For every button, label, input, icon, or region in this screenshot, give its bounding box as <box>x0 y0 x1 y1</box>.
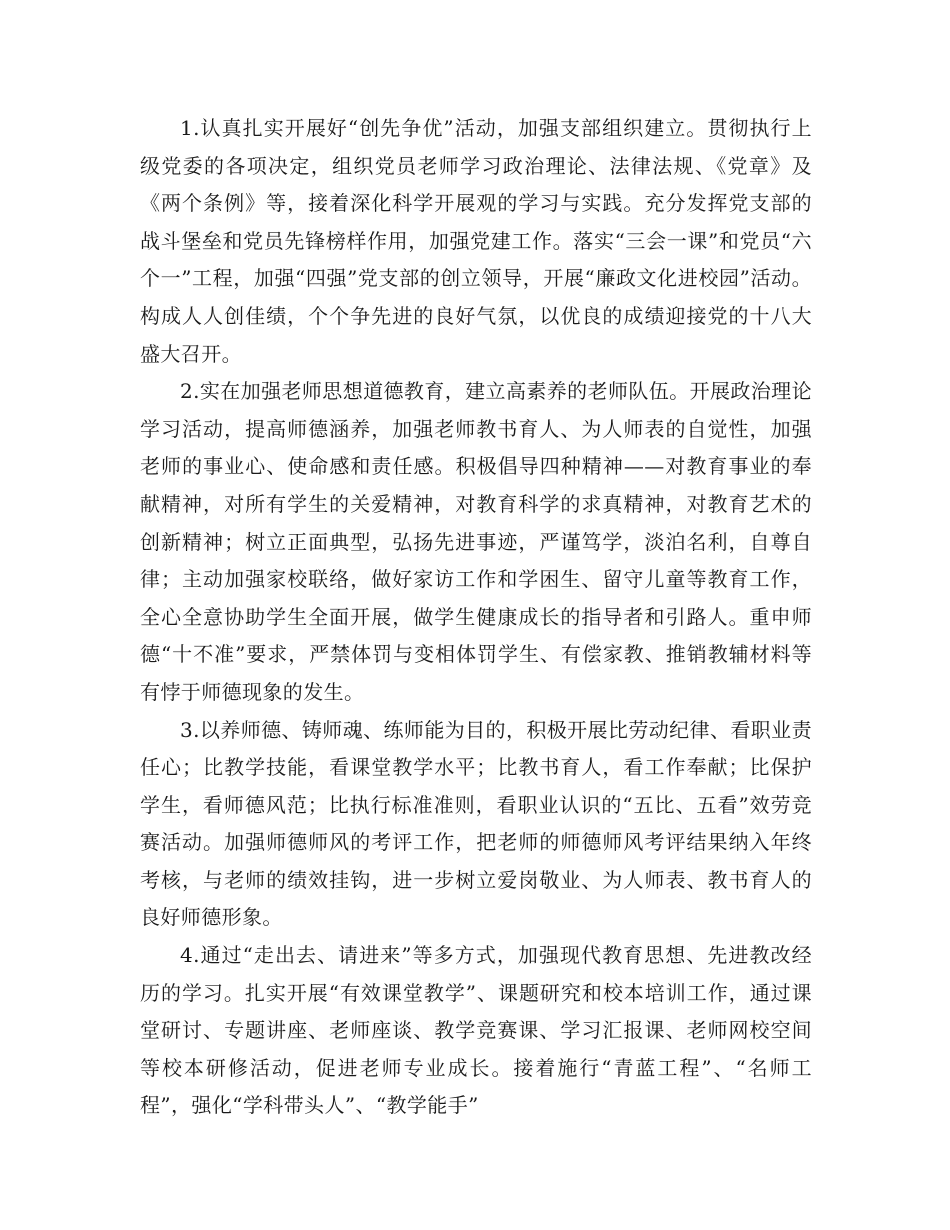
document-body <box>140 110 812 1125</box>
paragraph-2: 2.实在加强老师思想道德教育，建立高素养的老师队伍。开展政治理论学习活动，提高师德涵养，加强老师教书育人、为人师表的自觉性，加强老师的事业心、使命感和责任感。积极倡导四种精神——对教育事业的奉献精神，对所有学生的关爱精神，对教育科学的求真精神，对教育艺术的创新精神；树立正面典型，弘扬先进事迹，严谨笃学，淡泊名利，自尊自律；主动加强家校联络，做好家访工作和学困生、留守儿童等教育工作，全心全意协助学生全面开展，做学生健康成长的指导者和引路人。重申师德“十不准”要求，严禁体罚与变相体罚学生、有偿家教、推销教辅材料等有悖于师德现象的发生。 <box>140 379 812 704</box>
paragraph-3: 3.以养师德、铸师魂、练师能为目的，积极开展比劳动纪律、看职业责任心；比教学技能，看课堂教学水平；比教书育人，看工作奉献；比保护学生，看师德风范；比执行标准准则，看职业认识的“五比、五看”效劳竞赛活动。加强师德师风的考评工作，把老师的师德师风考评结果纳入年终考核，与老师的绩效挂钩，进一步树立爱岗敬业、为人师表、教书育人的良好师德形象。 <box>140 717 812 930</box>
paragraph-4: 4.通过“走出去、请进来”等多方式，加强现代教育思想、先进教改经历的学习。扎实开展“有效课堂教学”、课题研究和校本培训工作，通过课堂研讨、专题讲座、老师座谈、教学竞赛课、学习汇报课、老师网校空间等校本研修活动，促进老师专业成长。接着施行“青蓝工程”、“名师工程”，强化“学科带头人”、“教学能手” <box>140 943 812 1118</box>
paragraph-1: 1.认真扎实开展好“创先争优”活动，加强支部组织建立。贯彻执行上级党委的各项决定，组织党员老师学习政治理论、法律法规、《党章》及《两个条例》等，接着深化科学开展观的学习与实践。充分发挥党支部的战斗堡垒和党员先锋榜样作用，加强党建工作。落实“三会一课”和党员“六个一”工程，加强“四强”党支部的创立领导，开展“廉政文化进校园”活动。构成人人创佳绩，个个争先进的良好气氛，以优良的成绩迎接党的十八大盛大召开。 <box>140 116 812 366</box>
